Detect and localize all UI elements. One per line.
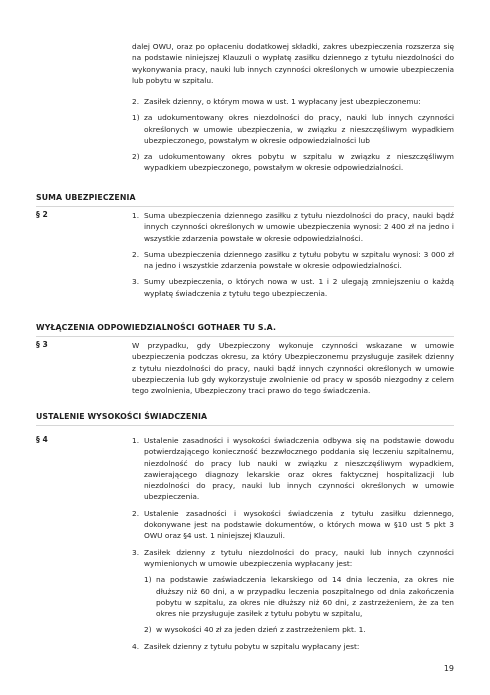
item-text: Suma ubezpieczenia dziennego zasiłku z tytułu pobytu w szpitalu wynosi: 3 000 zł na jedno i wszystkie zdarzenia powstałe w okresie odpowiedzialności. xyxy=(144,249,454,271)
sub-item-number: 1) xyxy=(144,575,152,585)
sub-item-number: 2) xyxy=(132,152,140,162)
section-text: W przypadku, gdy Ubezpieczony wykonuje czynności wskazane w umowie ubezpieczenia podczas okresu, za który Ubezpieczonemu przysługuje zasiłek dzienny z tytułu niezdolności do pracy, nauki bądź innych czynności określonych w umowie ubezpieczenia lub gdy wykorzystuje zwolnienie od pracy w sposób niezgodny z celem tego zwolnienia, Ubezpieczony traci prawo do tego świadczenia. xyxy=(132,341,454,396)
list-item xyxy=(132,210,454,244)
item-number: 1. xyxy=(132,436,140,445)
section-heading: WYŁĄCZENIA ODPOWIEDZIALNOŚCI GOTHAER TU S.A. xyxy=(36,323,277,332)
list-item xyxy=(132,276,454,299)
section3-items xyxy=(132,435,454,652)
section-heading: SUMA UBEZPIECZENIA xyxy=(36,193,136,202)
list-item xyxy=(132,547,454,570)
sub-item-number: 2) xyxy=(144,625,152,635)
item-text: Ustalenie zasadności i wysokości świadczenia z tytułu zasiłku dziennego, dokonywane jest na podstawie dokumentów, o których mowa w §10 ust 5 pkt 3 OWU oraz §4 ust. 1 niniejszej Klauzuli. xyxy=(144,508,454,541)
sub-item-text: za udokumentowany okres niezdolności do pracy, nauki lub innych czynności określonych w umowie ubezpieczenia, w związku z nieszczęśliwym wypadkiem ubezpieczonego, powstałym w okresie odpowiedzialności lub xyxy=(144,113,454,145)
section-divider xyxy=(36,425,454,426)
list-item xyxy=(132,641,454,652)
item-number: 2. xyxy=(132,249,140,259)
sub-item xyxy=(144,624,454,635)
section-divider xyxy=(36,336,454,337)
sub-item-text: w wysokości 40 zł za jeden dzień z zastrzeżeniem pkt. 1. xyxy=(156,625,366,635)
item-text: Ustalenie zasadności i wysokości świadczenia odbywa się na podstawie dowodu potwierdzającego konieczność bezzwłocznego poddania się leczeniu szpitalnemu, niezdolność do pracy lub nauki w związku z nieszczęśliwym wypadkiem, zawierającego diagnozy lekarskie oraz okres faktycznej hospitalizacji lub niezdolności do pracy, nauki lub innych czynności określonych w umowie ubezpieczenia. xyxy=(144,436,454,502)
section2-body xyxy=(132,340,454,396)
paragraph-symbol: § 2 xyxy=(36,210,48,219)
item-text: Suma ubezpieczenia dziennego zasiłku z tytułu niezdolności do pracy, nauki bądź innych czynności określonych w umowie ubezpieczenia wynosi: 2 400 zł na jedno i wszystkie zdarzenia powstałe w okresie odpowiedzialności. xyxy=(144,211,454,243)
item-text: Zasiłek dzienny, o którym mowa w ust. 1 wypłacany jest ubezpieczonemu: xyxy=(144,97,421,106)
sub-item-text: na podstawie zaświadczenia lekarskiego od 14 dnia leczenia, za okres nie dłuższy niż 60 dni, a w przypadku leczenia poszpitalnego od dnia zakończenia pobytu w szpitalu, za okres nie dłuższy niż 60 dni, z zastrzeżeniem, że za ten okres nie przysługuje zasiłek z tytułu pobytu w szpitalu, xyxy=(156,575,454,619)
intro-block xyxy=(132,41,454,86)
list-item xyxy=(132,249,454,272)
sub-item xyxy=(144,574,454,619)
page-number: 19 xyxy=(443,664,454,673)
intro-continuation: dalej OWU, oraz po opłaceniu dodatkowej składki, zakres ubezpieczenia rozszerza się na podstawie niniejszej Klauzuli o wypłatę zasiłku dziennego z tytułu niezdolności do wykonywania pracy, nauki lub innych czynności określonych w umowie ubezpieczenia lub pobytu w szpitalu. xyxy=(132,42,454,85)
list-item xyxy=(132,435,454,503)
item-number: 3. xyxy=(132,547,140,557)
section-divider xyxy=(36,206,454,207)
sub-item-text: za udokumentowany okres pobytu w szpitalu w związku z nieszczęśliwym wypadkiem ubezpieczonego, powstałym w okresie odpowiedzialności. xyxy=(144,152,454,173)
item-number: 1. xyxy=(132,211,140,220)
item-text: Sumy ubezpieczenia, o których nowa w ust. 1 i 2 ulegają zmniejszeniu o każdą wypłatę świadczenia z tytułu tego ubezpieczenia. xyxy=(144,277,454,298)
sub-item-number: 1) xyxy=(132,113,140,123)
item-number: 3. xyxy=(132,277,140,287)
item-number: 2. xyxy=(132,97,140,106)
sub-item xyxy=(132,112,454,146)
section-heading: USTALENIE WYSOKOŚCI ŚWIADCZENIA xyxy=(36,412,208,421)
sub-item xyxy=(132,151,454,174)
paragraph-symbol: § 4 xyxy=(36,435,48,444)
item-text: Zasiłek dzienny z tytułu pobytu w szpitalu wypłacany jest: xyxy=(144,641,360,651)
item-text: Zasiłek dzienny z tytułu niezdolności do pracy, nauki lub innych czynności wymienionych w umowie ubezpieczenia wypłacany jest: xyxy=(144,547,454,568)
section1-items xyxy=(132,210,454,299)
paragraph-symbol: § 3 xyxy=(36,340,48,349)
item-number: 2. xyxy=(132,508,140,518)
item-number: 4. xyxy=(132,641,140,651)
list-item xyxy=(132,508,454,542)
intro-item-2 xyxy=(132,96,454,174)
